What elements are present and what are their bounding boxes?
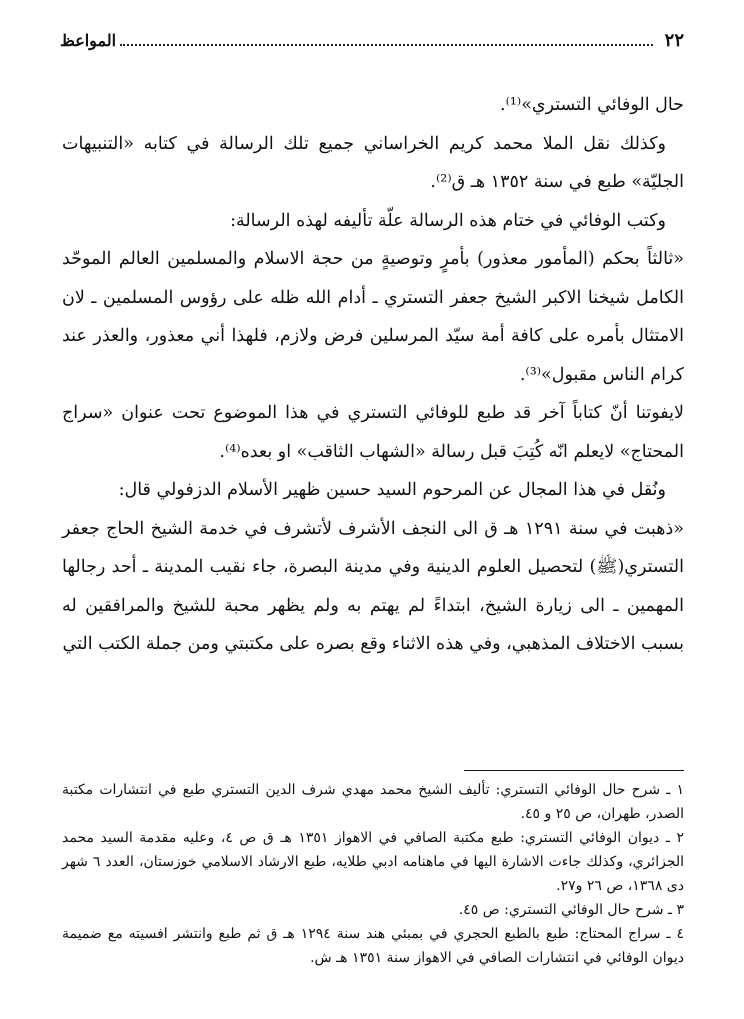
- paragraph: حال الوفائي التستري»⁽¹⁾.: [500, 95, 684, 115]
- footnote: ٣ ـ شرح حال الوفائي التستري: ص ٤٥.: [458, 902, 684, 918]
- quote-paragraph: «ذهبت في سنة ١٢٩١ هـ ق الى النجف الأشرف لأتشرف في خدمة الشيخ الحاج جعفر التستري(ﷺ) لتحصيل العلوم الدينية وفي مدينة البصرة، جاء نقيب المدينة ـ أحد رجالها المهمين ـ الى زيارة الشيخ، ابتداءً لم يهتم به ولم يظهر محبة للشيخ والمرافقين له بسبب الاختلاف المذهبي، وفي هذه الاثناء وقع بصره على مكتبتي ومن جملة الكتب التي: [62, 518, 684, 654]
- paragraph: وكذلك نقل الملا محمد كريم الخراساني جميع تلك الرسالة في كتابه «التنبيهات الجليّة» طبع في سنة ١٣٥٢ هـ ق⁽²⁾.: [62, 133, 684, 192]
- footnote: ٤ ـ سراج المحتاج: طبع بالطبع الحجري في بمبئي هند سنة ١٢٩٤ هـ ق ثم طبع وانتشر افسيته مع ضميمة ديوان الوفائي في انتشارات الصافي في الاهواز سنة ١٣٥١ هـ ش.: [62, 926, 685, 966]
- header-dot-leader: [120, 32, 653, 46]
- page-number: ٢٢: [664, 30, 684, 51]
- quote-paragraph: «ثالثاً بحكم (المأمور معذور) بأمرٍ وتوصيةٍ من حجة الاسلام والمسلمين العالم الموحّد الكامل شيخنا الاكبر الشيخ جعفر التستري ـ أدام الله ظله على رؤوس المسلمين ـ لان الامتثال بأمره على كافة أمة سيّد المرسلين فرض ولازم، فلهذا أني معذور، والعذر عند كرام الناس مقبول»⁽³⁾.: [62, 249, 684, 385]
- page-header: [60, 30, 684, 54]
- footnote-separator: [464, 770, 684, 771]
- footnotes: [62, 778, 684, 970]
- main-text: [62, 86, 684, 664]
- paragraph: وكتب الوفائي في ختام هذه الرسالة علّة تأليفه لهذه الرسالة:: [230, 210, 666, 231]
- footnote: ١ ـ شرح حال الوفائي التستري: تأليف الشيخ محمد مهدي شرف الدين التستري طبع في انتشارات مكتبة الصدر، طهران، ص ٢٥ و ٤٥.: [62, 782, 684, 822]
- paragraph: لايفوتنا أنّ كتاباً آخر قد طبع للوفائي التستري في هذا الموضوع تحت عنوان «سراج المحتاج» لايعلم انّه كُتِبَ قبل رسالة «الشهاب الثاقب» او بعده⁽⁴⁾.: [62, 403, 684, 462]
- paragraph: ونُقل في هذا المجال عن المرحوم السيد حسين ظهير الأسلام الدزفولي قال:: [118, 480, 666, 500]
- footnote: ٢ ـ ديوان الوفائي التستري: طبع مكتبة الصافي في الاهواز ١٣٥١ هـ ق ص ٤، وعليه مقدمة السيد محمد الجزائري، وكذلك جاءت الاشارة اليها في ماهنامه ادبي طلايه، طبع الارشاد الاسلامي خوزستان، العدد ٦ شهر دى ١٣٦٨، ص ٢٦ و٢٧.: [62, 830, 685, 894]
- running-title: المواعظ: [60, 31, 117, 50]
